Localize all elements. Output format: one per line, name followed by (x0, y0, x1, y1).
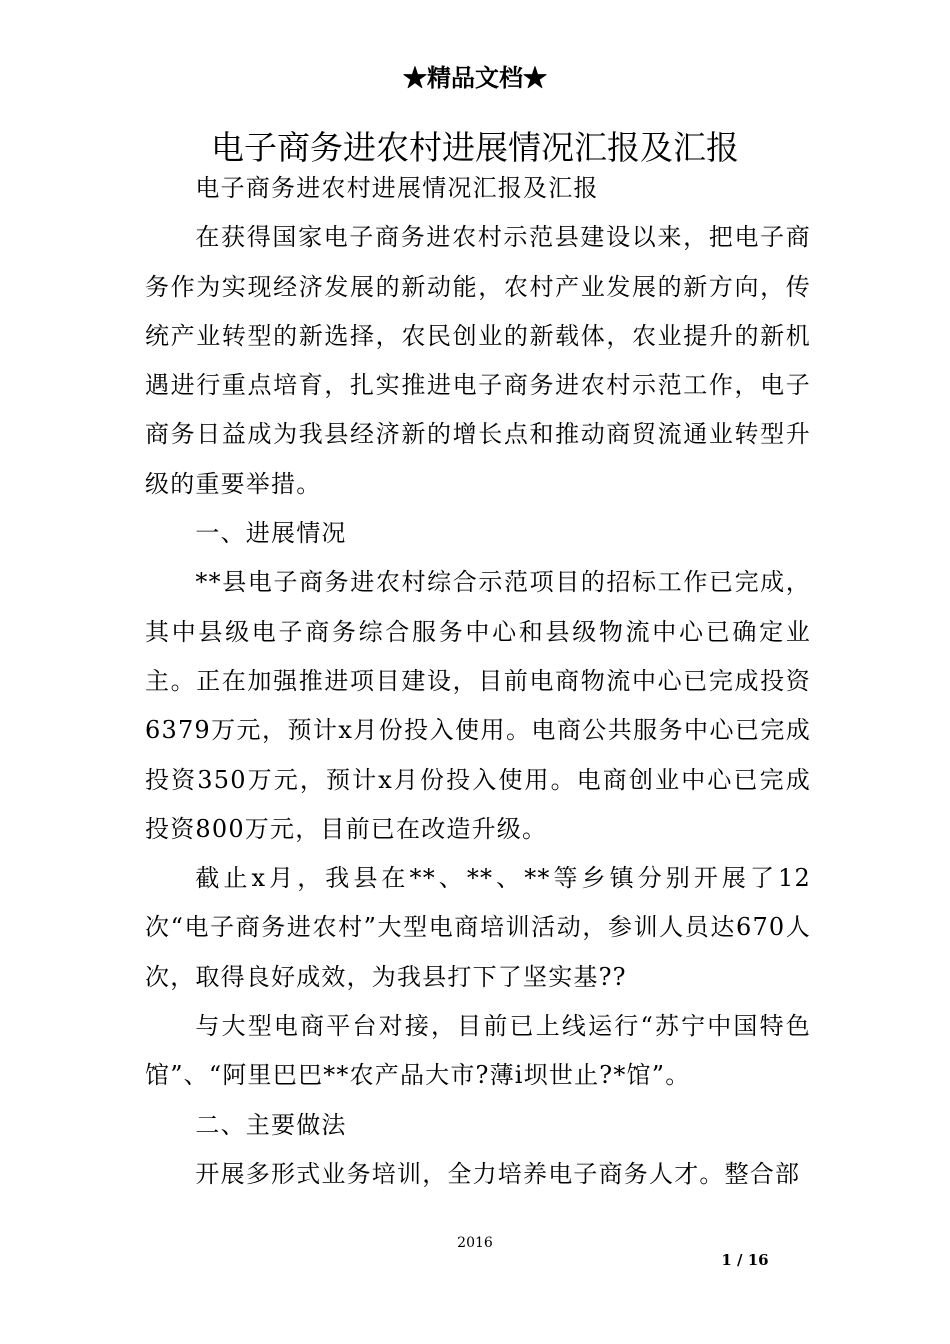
document-body (145, 164, 811, 1199)
body-paragraph-intro: 在获得国家电子商务进农村示范县建设以来，把电子商务作为实现经济发展的新动能，农村产业发展的新方向，传统产业转型的新选择，农民创业的新载体，农业提升的新机遇进行重点培育，扎实推进电子商务进农村示范工作，电子商务日益成为我县经济新的增长点和推动商贸流通业转型升级的重要举措。 (145, 223, 811, 498)
header-mark: ★精品文档★ (403, 63, 547, 92)
page-number: 1 / 16 (721, 1251, 769, 1269)
body-paragraph-progress: **县电子商务进农村综合示范项目的招标工作已完成，其中县级电子商务综合服务中心和县级物流中心已确定业主。正在加强推进项目建设，目前电商物流中心已完成投资6379万元，预计x月份投入使用。电商公共服务中心已完成投资350万元，预计x月份投入使用。电商创业中心已完成投资800万元，目前已在改造升级。 (145, 568, 811, 843)
section-heading-methods: 二、主要做法 (195, 1110, 347, 1139)
body-paragraph-subtitle: 电子商务进农村进展情况汇报及汇报 (195, 174, 599, 202)
footer-year: 2016 (457, 1235, 493, 1251)
body-paragraph-methods: 开展多形式业务培训，全力培养电子商务人才。整合部 (195, 1159, 801, 1188)
body-paragraph-platform: 与大型电商平台对接，目前已上线运行“苏宁中国特色馆”、“阿里巴巴**农产品大市?薄i坝世止?*馆”。 (145, 1012, 811, 1090)
section-heading-progress: 一、进展情况 (195, 519, 347, 548)
body-paragraph-training: 截止x月，我县在**、**、**等乡镇分别开展了12次“电子商务进农村”大型电商培训活动，参训人员达670人次，取得良好成效，为我县打下了坚实基?? (145, 864, 811, 991)
document-title: 电子商务进农村进展情况汇报及汇报 (211, 128, 739, 168)
